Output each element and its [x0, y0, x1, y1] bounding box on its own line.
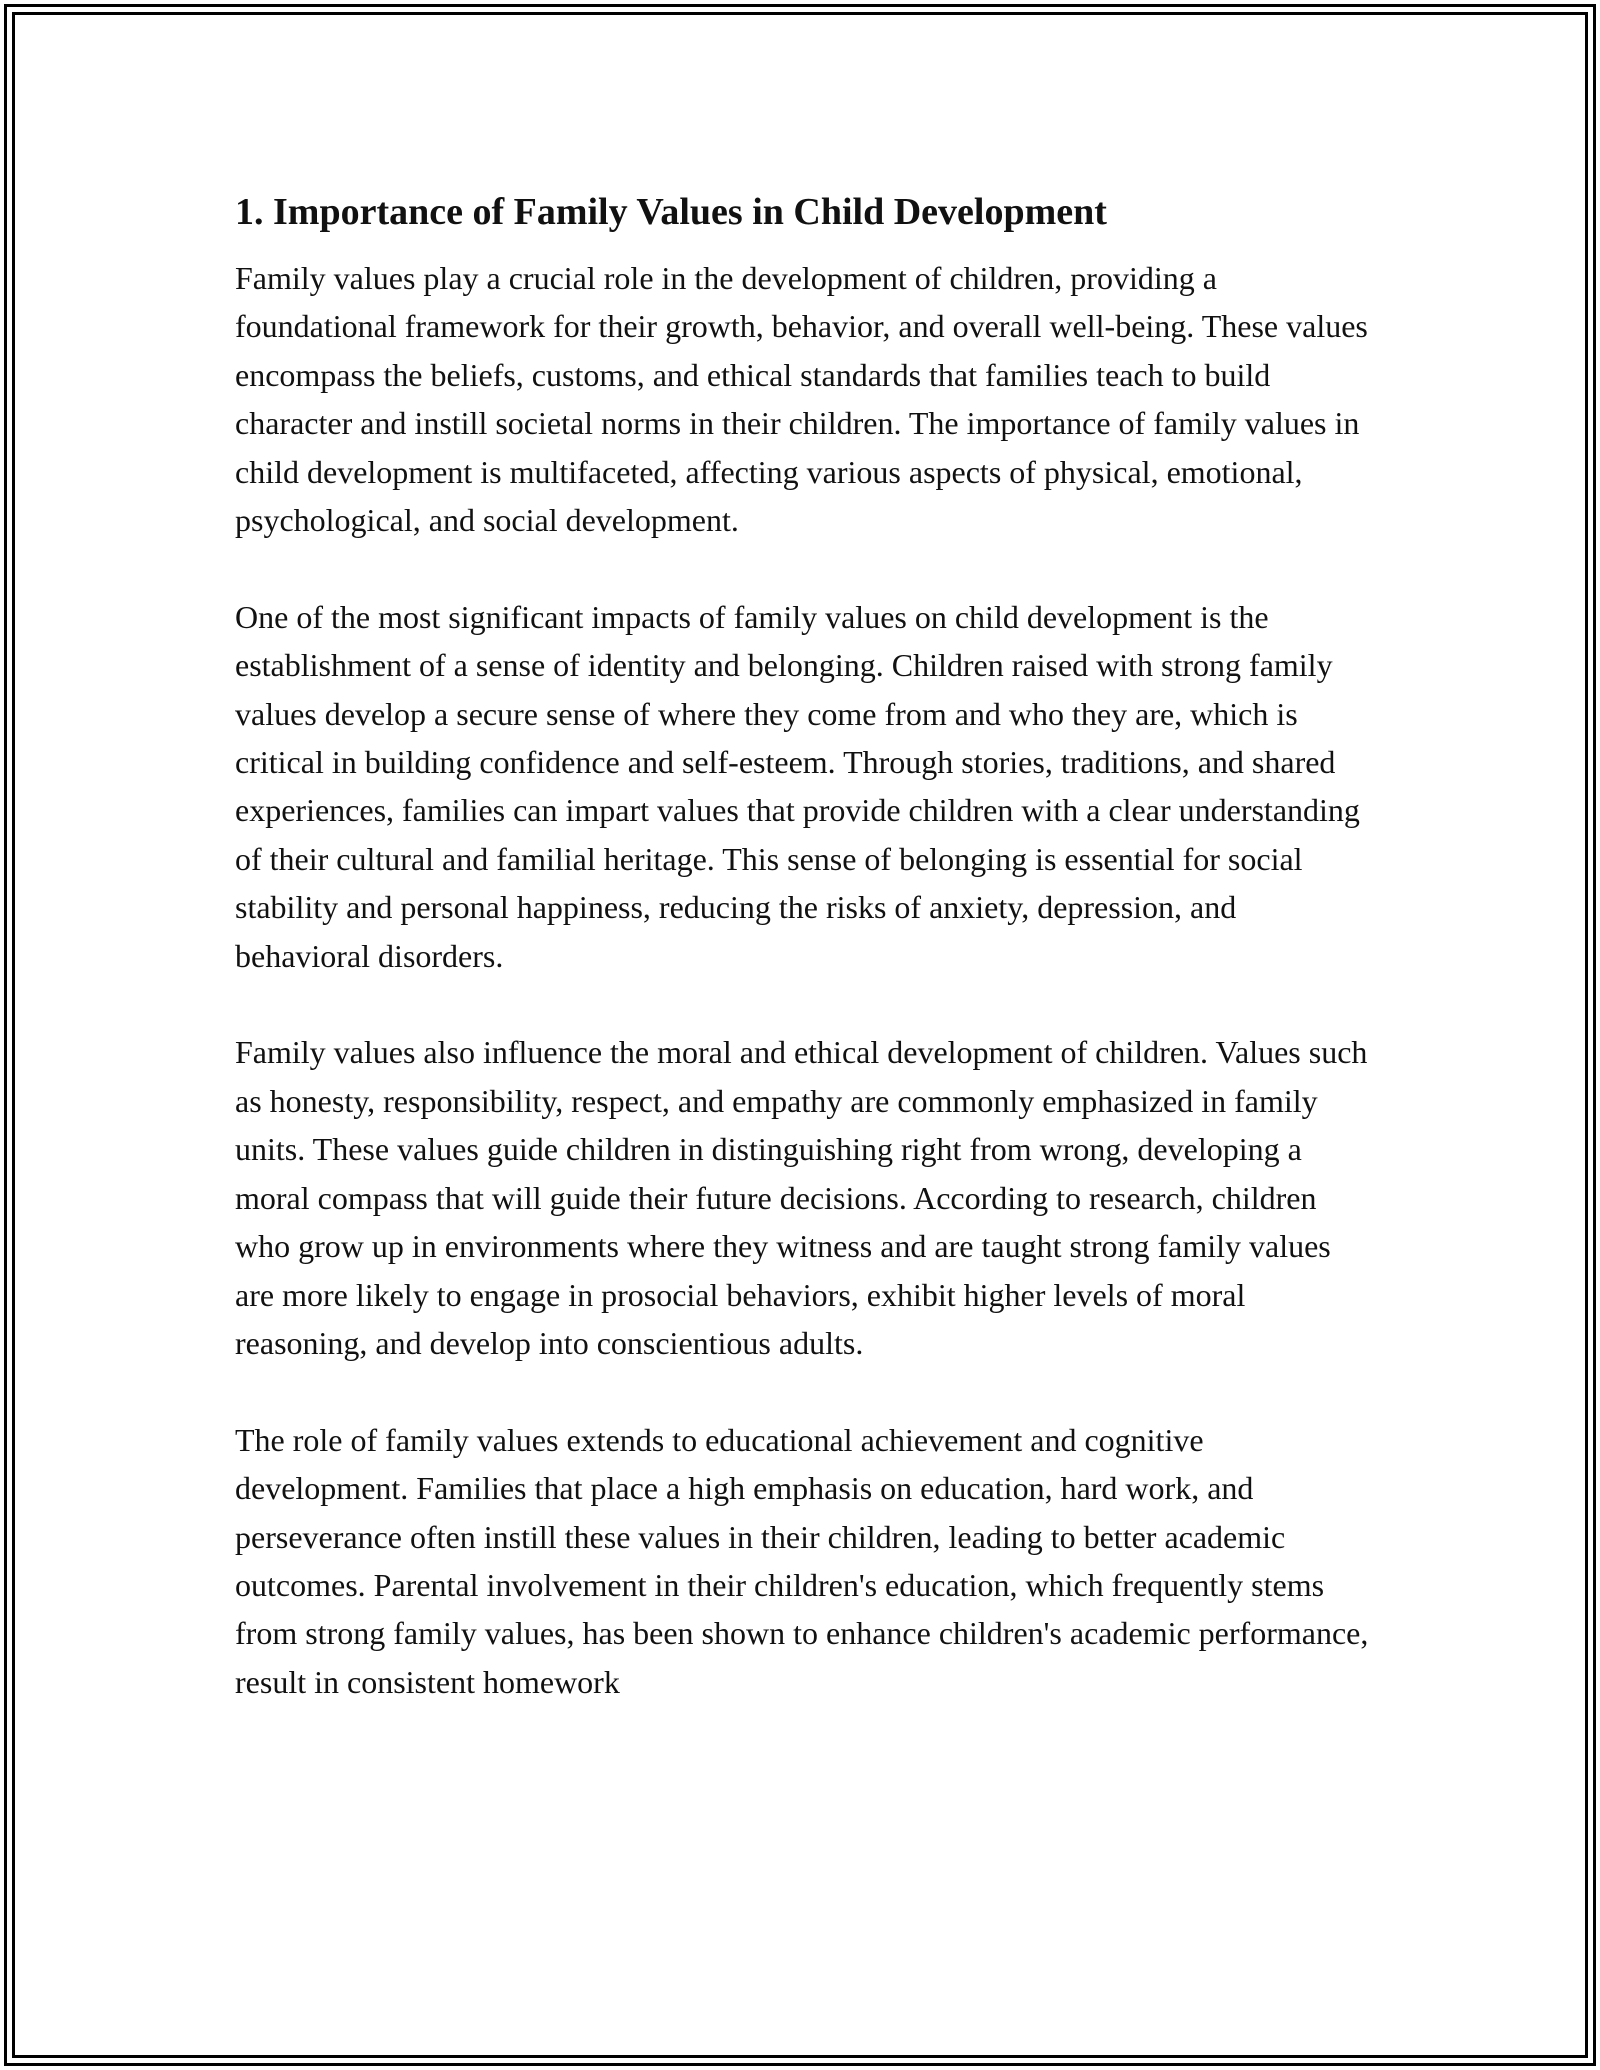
section-title: 1. Importance of Family Values in Child Development — [235, 191, 1107, 233]
paragraph-identity-belonging: One of the most significant impacts of family values on child development is the establishment of a sense of identity and belonging. Children raised with strong family values develop a secure sense of where they come from and who they are, which is critical in building confidence and self-esteem. Through stories, traditions, and shared experiences, families can impart values that provide children with a clear understanding of their cultural and familial heritage. This sense of belonging is essential for social stability and personal happiness, reducing the risks of anxiety, depression, and behavioral disorders. — [235, 598, 1360, 974]
paragraph-identity-intro: Family values play a crucial role in the development of children, providing a foundational framework for their growth, behavior, and overall well-being. These values encompass the beliefs, customs, and ethical standards that families teach to build character and instill societal norms in their children. The importance of family values in child development is multifaceted, affecting various aspects of physical, emotional, psychological, and social development. — [235, 260, 1368, 539]
document-body — [235, 182, 1375, 1755]
paragraph-moral-development: Family values also influence the moral and ethical development of children. Values such as honesty, responsibility, respect, and empathy are commonly emphasized in family units. These values guide children in distinguishing right from wrong, developing a moral compass that will guide their future decisions. According to research, children who grow up in environments where they witness and are taught strong family values are more likely to engage in prosocial behaviors, exhibit higher levels of moral reasoning, and develop into conscientious adults. — [235, 1034, 1368, 1361]
paragraph-education: The role of family values extends to educational achievement and cognitive development. Families that place a high emphasis on education, hard work, and perseverance often instill these values in their children, leading to better academic outcomes. Parental involvement in their children's education, which frequently stems from strong family values, has been shown to enhance children's academic performance, result in consistent homework — [235, 1421, 1369, 1700]
